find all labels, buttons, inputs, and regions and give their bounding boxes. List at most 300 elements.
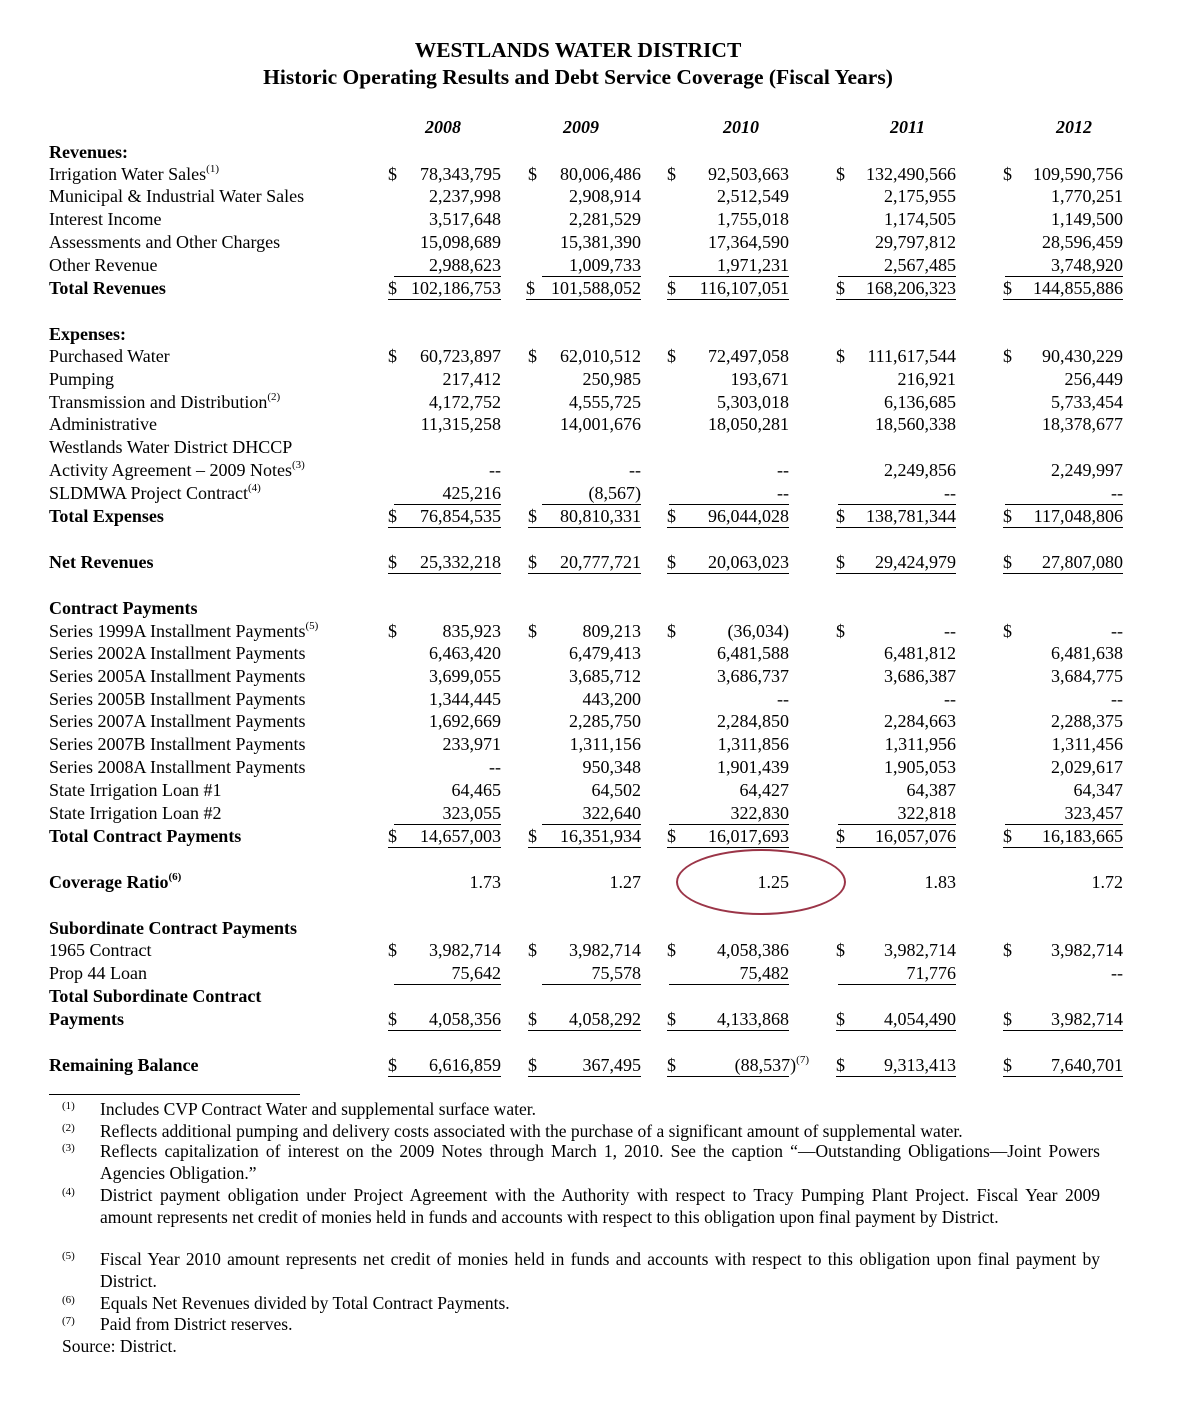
amount-text: 18,560,338 <box>875 414 956 434</box>
amount-text: 1,311,156 <box>569 734 641 754</box>
amount-text: 2,288,375 <box>1051 711 1123 731</box>
amount-text: 443,200 <box>582 689 641 709</box>
table-row <box>0 505 1200 527</box>
row-label-text: Coverage Ratio <box>49 872 169 892</box>
amount <box>1042 413 1123 435</box>
amount-text: -- <box>629 460 641 480</box>
amount-text: 2,512,549 <box>717 186 789 206</box>
amount <box>1034 505 1123 527</box>
amount <box>443 620 502 642</box>
row-label <box>49 710 305 732</box>
row-label-text: Series 2002A Installment Payments <box>49 643 306 663</box>
row-label-text: Municipal & Industrial Water Sales <box>49 186 305 206</box>
year-header: 2012 <box>1056 117 1092 137</box>
amount <box>429 642 501 664</box>
row-label-text: Payments <box>49 1009 124 1029</box>
row-label <box>49 733 305 755</box>
value-cell <box>836 733 956 755</box>
table-row <box>0 802 1200 824</box>
row-label <box>49 141 128 163</box>
footnote-mark: (3) <box>62 1142 75 1154</box>
amount <box>560 505 641 527</box>
amount-text: 28,596,459 <box>1042 232 1123 252</box>
value-cell <box>388 779 501 801</box>
amount <box>708 413 789 435</box>
amount <box>884 710 956 732</box>
value-cell <box>667 665 789 687</box>
value-cell <box>836 277 956 300</box>
value-cell <box>836 871 956 893</box>
row-label-text: Series 1999A Installment Payments <box>49 621 306 641</box>
amount <box>429 1054 501 1076</box>
value-cell <box>394 802 501 825</box>
currency-symbol: $ <box>1003 164 1012 184</box>
value-cell <box>669 962 789 985</box>
amount-text: 322,830 <box>730 803 789 823</box>
amount <box>589 482 642 504</box>
table-row <box>0 254 1200 276</box>
amount <box>443 368 502 390</box>
row-label <box>49 163 219 185</box>
amount-text: 72,497,058 <box>708 346 789 366</box>
row-label <box>49 642 305 664</box>
row-label <box>49 459 305 481</box>
amount-text: 2,284,850 <box>717 711 789 731</box>
row-label-text: Transmission and Distribution <box>49 392 268 412</box>
amount-text: -- <box>944 621 956 641</box>
table-row <box>0 1008 1200 1030</box>
amount-text: 64,387 <box>906 780 956 800</box>
amount <box>1074 779 1124 801</box>
value-cell <box>1003 459 1123 481</box>
footnote-mark: (1) <box>62 1100 75 1112</box>
amount <box>411 277 501 299</box>
table-row <box>0 436 1200 458</box>
amount <box>1042 345 1123 367</box>
table-row <box>0 231 1200 253</box>
amount <box>885 733 956 755</box>
amount-text: 138,781,344 <box>866 506 956 526</box>
amount-text: 4,058,356 <box>429 1009 501 1029</box>
value-cell <box>667 231 789 253</box>
value-cell <box>1003 642 1123 664</box>
amount <box>569 185 641 207</box>
amount <box>866 163 956 185</box>
value-cell <box>667 505 789 528</box>
value-cell <box>542 802 641 825</box>
table-row <box>0 1054 1200 1076</box>
value-cell <box>836 939 956 961</box>
row-label-text: 1965 Contract <box>49 940 152 960</box>
amount-text: -- <box>944 483 956 503</box>
row-label-text: Other Revenue <box>49 255 158 275</box>
amount-text: 2,284,663 <box>884 711 956 731</box>
amount <box>420 551 501 573</box>
amount-text: -- <box>944 689 956 709</box>
table-row <box>0 710 1200 732</box>
value-cell <box>1003 871 1123 893</box>
value-cell <box>836 825 956 848</box>
value-cell <box>388 345 501 367</box>
currency-symbol: $ <box>836 164 845 184</box>
amount-text: 3,685,712 <box>569 666 641 686</box>
amount <box>717 710 789 732</box>
table-row <box>0 825 1200 847</box>
amount <box>731 802 790 824</box>
row-label-text: State Irrigation Loan #1 <box>49 780 222 800</box>
value-cell <box>1003 231 1123 253</box>
amount-text: 2,567,485 <box>884 255 956 275</box>
amount <box>717 756 789 778</box>
value-cell <box>667 1054 809 1077</box>
value-cell <box>388 277 501 300</box>
amount <box>570 733 641 755</box>
value-cell <box>528 688 641 710</box>
amount <box>708 505 789 527</box>
amount <box>569 642 641 664</box>
amount-text: 78,343,795 <box>420 164 501 184</box>
value-cell <box>1003 505 1123 528</box>
amount <box>429 208 501 230</box>
amount-text: 322,818 <box>897 803 956 823</box>
row-label <box>49 254 157 276</box>
amount-text: 2,988,623 <box>429 255 501 275</box>
amount-text: 29,797,812 <box>875 232 956 252</box>
amount <box>443 482 502 504</box>
amount <box>429 710 501 732</box>
amount <box>420 231 501 253</box>
amount-text: 3,982,714 <box>884 940 956 960</box>
amount <box>884 1054 956 1076</box>
amount-text: -- <box>1111 963 1123 983</box>
row-label <box>49 665 305 687</box>
amount-text: 92,503,663 <box>708 164 789 184</box>
row-label-text: Total Subordinate Contract <box>49 986 262 1006</box>
amount-text: 20,777,721 <box>560 552 641 572</box>
value-cell <box>836 756 956 778</box>
currency-symbol: $ <box>667 278 676 298</box>
currency-symbol: $ <box>388 826 397 846</box>
value-cell <box>528 208 641 230</box>
amount <box>708 825 789 847</box>
value-cell <box>667 733 789 755</box>
value-cell <box>1003 163 1123 185</box>
amount-text: 1,311,856 <box>717 734 789 754</box>
amount-text: 80,810,331 <box>560 506 641 526</box>
amount <box>569 665 641 687</box>
amount-text: 64,465 <box>451 780 501 800</box>
value-cell <box>388 1054 501 1077</box>
amount <box>777 459 789 481</box>
amount <box>443 733 502 755</box>
value-cell <box>528 779 641 801</box>
amount <box>1051 642 1123 664</box>
value-cell <box>667 368 789 390</box>
value-cell <box>528 665 641 687</box>
value-cell <box>667 413 789 435</box>
value-cell <box>526 277 641 300</box>
row-label <box>49 917 297 939</box>
amount-text: -- <box>1111 483 1123 503</box>
row-label <box>49 1054 199 1076</box>
table-row <box>0 185 1200 207</box>
value-cell <box>1005 254 1123 277</box>
value-cell <box>836 665 956 687</box>
value-cell <box>669 254 789 277</box>
row-label-text: Total Revenues <box>49 278 166 298</box>
amount-text: 75,642 <box>451 963 501 983</box>
value-cell <box>667 208 789 230</box>
value-cell <box>1003 1054 1123 1077</box>
amount <box>583 1054 642 1076</box>
amount-text: 14,001,676 <box>560 414 641 434</box>
amount-text: 5,733,454 <box>1051 392 1123 412</box>
currency-symbol: $ <box>1003 940 1012 960</box>
row-label <box>49 505 164 527</box>
amount-text: 193,671 <box>730 369 789 389</box>
amount-text: 111,617,544 <box>867 346 956 366</box>
amount <box>708 551 789 573</box>
amount <box>875 231 956 253</box>
amount <box>708 345 789 367</box>
value-cell <box>838 482 956 505</box>
amount <box>708 163 789 185</box>
currency-symbol: $ <box>388 552 397 572</box>
row-label <box>49 779 221 801</box>
value-cell <box>528 185 641 207</box>
currency-symbol: $ <box>1003 826 1012 846</box>
amount <box>489 756 501 778</box>
amount-text: 6,616,859 <box>429 1055 501 1075</box>
value-cell <box>1003 551 1123 574</box>
amount-text: 1,149,500 <box>1051 209 1123 229</box>
amount-text: 132,490,566 <box>866 164 956 184</box>
year-header: 2011 <box>889 117 925 137</box>
value-cell <box>388 688 501 710</box>
currency-symbol: $ <box>836 346 845 366</box>
value-cell <box>1003 688 1123 710</box>
amount-text: 233,971 <box>442 734 501 754</box>
amount <box>735 1054 809 1076</box>
amount <box>777 482 789 504</box>
amount <box>560 551 641 573</box>
table-row <box>0 597 1200 619</box>
table-row <box>0 939 1200 961</box>
table-row <box>0 756 1200 778</box>
amount-text: 16,057,076 <box>875 826 956 846</box>
table-row <box>0 345 1200 367</box>
currency-symbol: $ <box>388 278 397 298</box>
row-label <box>49 391 280 413</box>
value-cell <box>388 642 501 664</box>
value-cell <box>542 482 641 505</box>
amount <box>1052 733 1123 755</box>
currency-symbol: $ <box>667 1009 676 1029</box>
currency-symbol: $ <box>667 506 676 526</box>
amount <box>717 254 789 276</box>
footnote-text: Includes CVP Contract Water and supplemental surface water. <box>100 1099 536 1119</box>
amount <box>925 871 957 893</box>
amount-text: 71,776 <box>906 963 956 983</box>
amount-text: 217,412 <box>442 369 501 389</box>
amount-text: 75,482 <box>739 963 789 983</box>
amount-text: 835,923 <box>442 621 501 641</box>
value-cell <box>528 620 641 642</box>
currency-symbol: $ <box>836 1055 845 1075</box>
value-cell <box>1003 345 1123 367</box>
table-row <box>0 962 1200 984</box>
amount-text: 6,463,420 <box>429 643 501 663</box>
value-cell <box>836 1054 956 1077</box>
table-row <box>0 277 1200 299</box>
value-cell <box>667 185 789 207</box>
amount-text: 256,449 <box>1064 369 1123 389</box>
report-title: WESTLANDS WATER DISTRICT <box>414 38 742 62</box>
currency-symbol: $ <box>836 621 845 641</box>
value-cell <box>1003 413 1123 435</box>
amount <box>429 939 501 961</box>
amount <box>560 413 641 435</box>
value-cell <box>388 620 501 642</box>
amount-text: 3,982,714 <box>429 940 501 960</box>
amount <box>420 825 501 847</box>
amount <box>560 231 641 253</box>
footnote-text: Reflects capitalization of interest on the 2009 Notes through March 1, 2010. See the caption “—Outstanding Obligations—Joint Powers Agencies Obligation.” <box>100 1141 1100 1183</box>
amount <box>420 345 501 367</box>
currency-symbol: $ <box>528 621 537 641</box>
value-cell <box>836 505 956 528</box>
value-cell <box>388 551 501 574</box>
amount <box>884 1008 956 1030</box>
table-row <box>0 141 1200 163</box>
value-cell <box>388 1008 501 1031</box>
amount-text: 250,985 <box>582 369 641 389</box>
currency-symbol: $ <box>388 1055 397 1075</box>
value-cell <box>836 208 956 230</box>
amount-text: 75,578 <box>591 963 641 983</box>
amount-text: 1,311,956 <box>884 734 956 754</box>
value-cell <box>394 254 501 277</box>
currency-symbol: $ <box>1003 278 1012 298</box>
currency-symbol: $ <box>528 164 537 184</box>
amount <box>708 231 789 253</box>
amount-text: 16,183,665 <box>1042 826 1123 846</box>
row-label <box>49 802 221 824</box>
value-cell <box>667 939 789 961</box>
amount-text: 3,748,920 <box>1051 255 1123 275</box>
value-cell <box>388 185 501 207</box>
currency-symbol: $ <box>836 506 845 526</box>
value-cell <box>836 391 956 413</box>
amount-text: 17,364,590 <box>708 232 789 252</box>
value-cell <box>667 688 789 710</box>
amount-text: 29,424,979 <box>875 552 956 572</box>
currency-symbol: $ <box>836 940 845 960</box>
amount <box>875 825 956 847</box>
table-row <box>0 413 1200 435</box>
value-cell <box>1005 482 1123 505</box>
currency-symbol: $ <box>388 506 397 526</box>
amount-text: 6,481,588 <box>717 643 789 663</box>
amount <box>884 642 956 664</box>
amount <box>875 551 956 573</box>
value-cell <box>838 254 956 277</box>
amount <box>1111 620 1123 642</box>
amount-text: -- <box>777 483 789 503</box>
amount-text: 27,807,080 <box>1042 552 1123 572</box>
value-cell <box>528 391 641 413</box>
amount-text: 1.25 <box>757 872 789 892</box>
amount <box>560 345 641 367</box>
amount-text: 4,054,490 <box>884 1009 956 1029</box>
value-cell <box>388 505 501 528</box>
row-label-text: Subordinate Contract Payments <box>49 918 297 938</box>
table-row <box>0 163 1200 185</box>
value-cell <box>388 208 501 230</box>
currency-symbol: $ <box>528 1009 537 1029</box>
amount-text: 3,686,737 <box>717 666 789 686</box>
amount <box>1111 482 1123 504</box>
amount-text: 7,640,701 <box>1051 1055 1123 1075</box>
footnote-ref: (1) <box>206 163 219 175</box>
value-cell <box>669 802 789 825</box>
row-label <box>49 1008 124 1030</box>
amount <box>1042 825 1123 847</box>
amount <box>1033 163 1123 185</box>
value-cell <box>388 825 501 848</box>
row-label <box>49 231 280 253</box>
row-label-text: Interest Income <box>49 209 162 229</box>
currency-symbol: $ <box>836 1009 845 1029</box>
amount-text: 16,017,693 <box>708 826 789 846</box>
amount <box>452 962 502 984</box>
value-cell <box>836 642 956 664</box>
amount <box>583 620 642 642</box>
amount <box>884 939 956 961</box>
row-label <box>49 825 241 847</box>
value-cell <box>388 939 501 961</box>
currency-symbol: $ <box>667 826 676 846</box>
row-label-text: Series 2005B Installment Payments <box>49 689 306 709</box>
amount-text: 109,590,756 <box>1033 164 1123 184</box>
value-cell <box>667 551 789 574</box>
currency-symbol: $ <box>388 346 397 366</box>
amount <box>420 163 501 185</box>
row-label-text: Total Contract Payments <box>49 826 242 846</box>
amount-text: 11,315,258 <box>420 414 501 434</box>
currency-symbol: $ <box>1003 621 1012 641</box>
amount-text: 18,050,281 <box>708 414 789 434</box>
currency-symbol: $ <box>1003 1055 1012 1075</box>
value-cell <box>836 779 956 801</box>
footnote-ref: (2) <box>267 391 281 403</box>
row-label-text: Assessments and Other Charges <box>49 232 281 252</box>
value-cell <box>667 277 789 300</box>
amount <box>560 825 641 847</box>
amount-text: -- <box>1111 689 1123 709</box>
source-note: Source: District. <box>62 1336 177 1356</box>
amount <box>452 779 502 801</box>
amount <box>944 688 956 710</box>
amount-text: 1,344,445 <box>429 689 501 709</box>
value-cell <box>528 551 641 574</box>
row-label-text: Revenues: <box>49 142 128 162</box>
currency-symbol: $ <box>836 552 845 572</box>
amount-text: 1.27 <box>609 872 641 892</box>
year-header: 2008 <box>425 117 461 137</box>
value-cell <box>836 345 956 367</box>
amount-text: 90,430,229 <box>1042 346 1123 366</box>
